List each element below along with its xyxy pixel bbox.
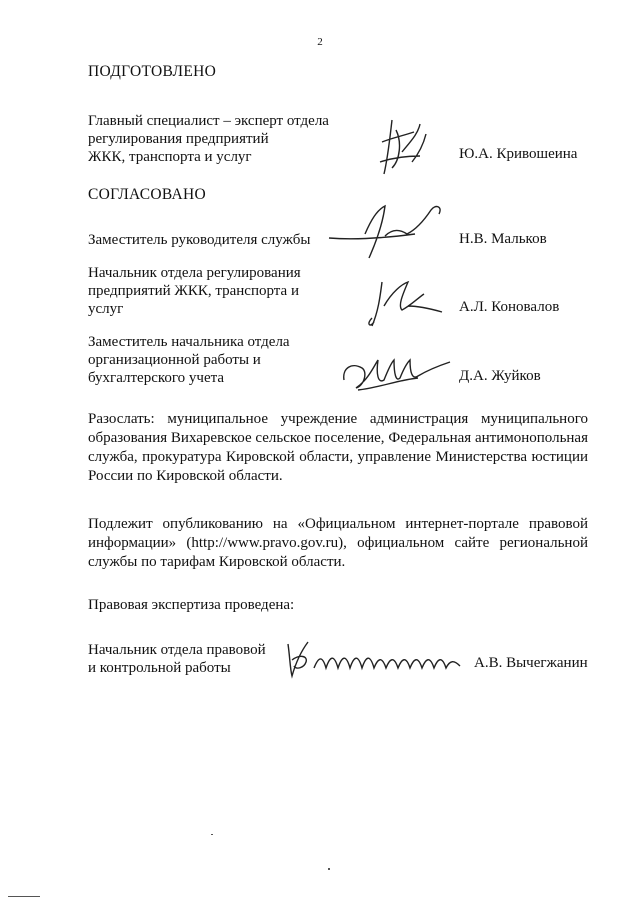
paragraph-line: Разослать: муниципальное учреждение администрация муниципального xyxy=(88,411,588,427)
prepared-position xyxy=(88,112,329,166)
scan-mark xyxy=(328,868,330,870)
position-line: Главный специалист – эксперт отдела xyxy=(88,113,329,129)
position-line: бухгалтерского учета xyxy=(88,370,225,386)
paragraph-line: служба, прокуратура Кировской области, управление Министерства юстиции xyxy=(88,449,588,465)
legal-review-position xyxy=(88,641,266,677)
prepared-heading: ПОДГОТОВЛЕНО xyxy=(88,63,217,80)
position-line: Начальник отдела правовой xyxy=(88,642,266,658)
position-line: организационной работы и xyxy=(88,352,261,368)
publication-paragraph xyxy=(88,515,588,572)
paragraph-line: Подлежит опубликованию на «Официальном интернет-портале правовой xyxy=(88,516,588,532)
position-line: ЖКК, транспорта и услуг xyxy=(88,149,252,165)
page-number: 2 xyxy=(317,36,323,48)
agreed-position-deputy-head: Заместитель руководителя службы xyxy=(88,232,311,248)
position-line: Заместитель начальника отдела xyxy=(88,334,290,350)
position-line: услуг xyxy=(88,301,124,317)
legal-review-name: А.В. Вычегжанин xyxy=(474,655,588,671)
agreed-heading: СОГЛАСОВАНО xyxy=(88,186,207,203)
agreed-name-konovalov: А.Л. Коновалов xyxy=(459,299,560,315)
agreed-position-regulation-head xyxy=(88,264,333,318)
signature-krivosheina xyxy=(362,112,442,182)
paragraph-line: информации» (http://www.pravo.gov.ru), официальном сайте региональной xyxy=(88,535,588,551)
signature-zhuykov xyxy=(338,350,458,400)
position-line: и контрольной работы xyxy=(88,660,231,676)
scan-mark xyxy=(211,834,213,835)
agreed-position-deputy-org xyxy=(88,333,290,387)
distribution-paragraph xyxy=(88,410,588,486)
legal-review-statement: Правовая экспертиза проведена: xyxy=(88,597,295,613)
signature-malkov xyxy=(325,200,455,262)
signature-vychegzhanin xyxy=(282,632,467,680)
paragraph-line: России по Кировской области. xyxy=(88,468,283,484)
paragraph-line: службы по тарифам Кировской области. xyxy=(88,554,346,570)
position-line: Начальник отдела регулирования xyxy=(88,265,301,281)
agreed-name-zhuykov: Д.А. Жуйков xyxy=(459,368,541,384)
prepared-name: Ю.А. Кривошеина xyxy=(459,146,578,162)
paragraph-line: образования Вихаревское сельское поселение, Федеральная антимонопольная xyxy=(88,430,588,446)
position-line: предприятий ЖКК, транспорта и xyxy=(88,283,299,299)
position-line: регулирования предприятий xyxy=(88,131,269,147)
signature-konovalov xyxy=(362,272,452,332)
agreed-name-malkov: Н.В. Мальков xyxy=(459,231,547,247)
scan-mark xyxy=(8,896,40,897)
